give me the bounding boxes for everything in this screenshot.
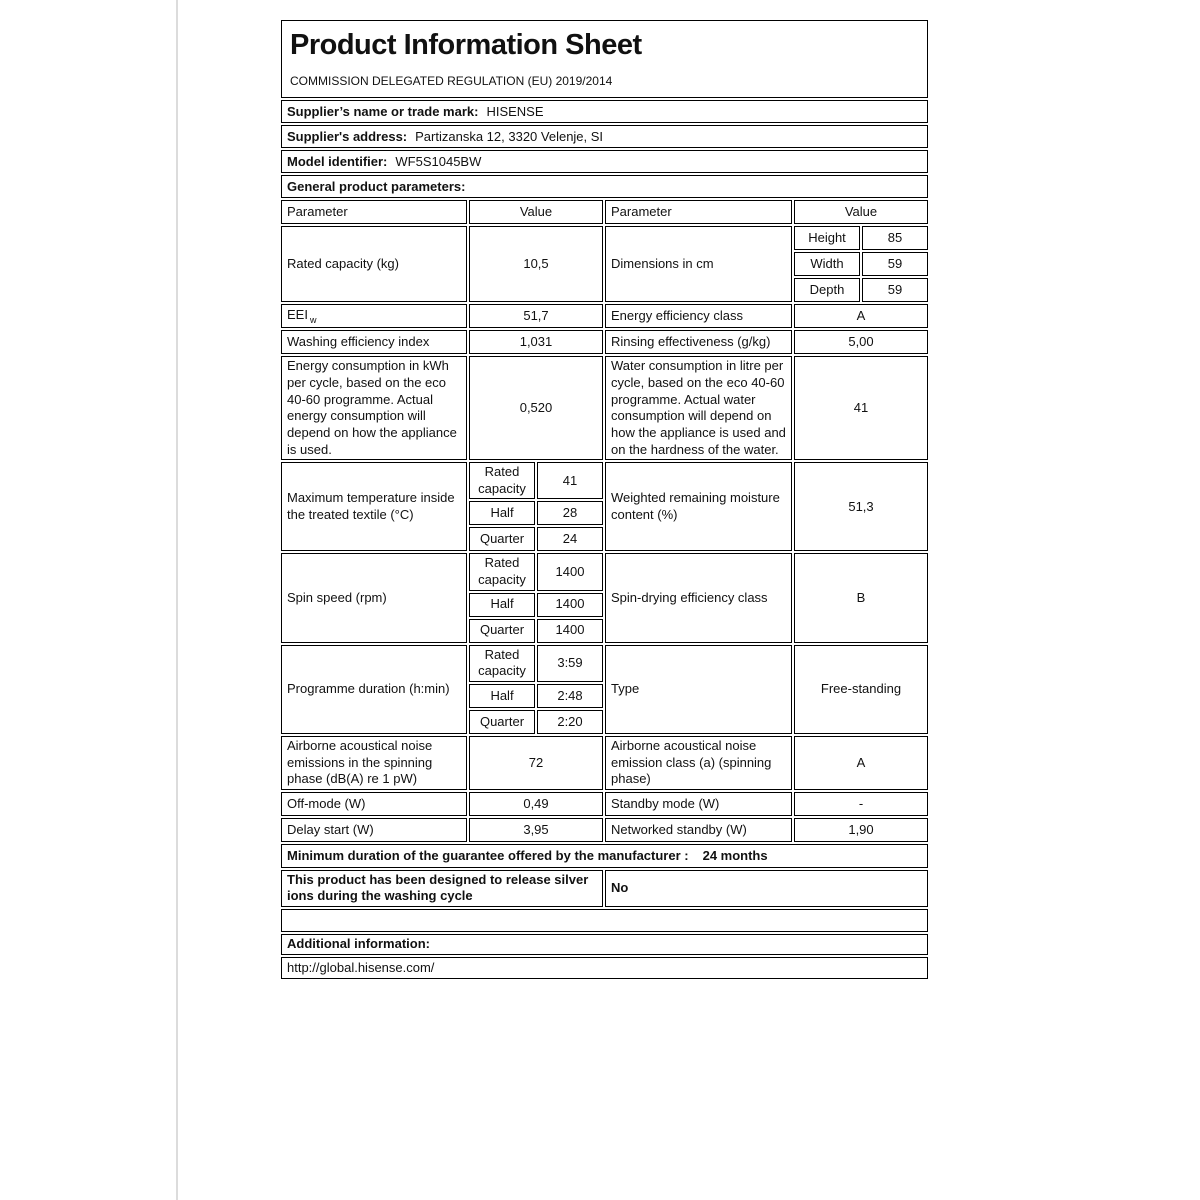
eei-label-text: EEI (287, 306, 308, 322)
silver-ions-label: This product has been designed to release silver ions during the washing cycle (287, 871, 589, 904)
rated-capacity-label: Rated capacity (kg) (281, 226, 467, 302)
model-identifier-label: Model identifier: (287, 153, 388, 169)
guarantee-value: 24 months (702, 847, 768, 863)
max-temp-quarter-value: 24 (537, 527, 603, 551)
max-temp-half-value: 28 (537, 501, 603, 525)
model-identifier-value: WF5S1045BW (395, 153, 482, 169)
washing-efficiency-value: 1,031 (469, 330, 603, 354)
duration-quarter-label: Quarter (469, 710, 535, 734)
max-temp-quarter-label: Quarter (469, 527, 535, 551)
dimensions-label: Dimensions in cm (605, 226, 792, 302)
water-consumption-value: 41 (794, 356, 928, 460)
max-temperature-row (281, 462, 928, 499)
type-value: Free-standing (794, 645, 928, 734)
title-row (281, 20, 928, 98)
url-row (281, 957, 928, 979)
spacer-row (281, 909, 928, 932)
supplier-address-label: Supplier's address: (287, 128, 408, 144)
spin-half-value: 1400 (537, 593, 603, 617)
networked-standby-value: 1,90 (794, 818, 928, 842)
supplier-name-cell (281, 100, 928, 123)
header-parameter-right: Parameter (605, 200, 792, 224)
header-value-left: Value (469, 200, 603, 224)
general-parameters-row (281, 175, 928, 198)
supplier-address-cell (281, 125, 928, 148)
guarantee-row (281, 844, 928, 868)
noise-emissions-label: Airborne acoustical noise emissions in the spinning phase (dB(A) re 1 pW) (281, 736, 467, 790)
general-parameters-label: General product parameters: (287, 178, 466, 194)
spin-half-label: Half (469, 593, 535, 617)
spin-drying-class-label: Spin-drying efficiency class (605, 553, 792, 642)
off-mode-row (281, 792, 928, 816)
eei-subscript: w (309, 314, 317, 325)
rated-capacity-row (281, 226, 928, 250)
product-information-sheet (279, 18, 930, 981)
title-cell (281, 20, 928, 98)
dimension-height-label: Height (794, 226, 860, 250)
rinsing-effectiveness-value: 5,00 (794, 330, 928, 354)
silver-ions-value-cell (605, 870, 928, 907)
airborne-noise-row (281, 736, 928, 790)
off-mode-label: Off-mode (W) (281, 792, 467, 816)
model-identifier-row (281, 150, 928, 173)
supplier-address-value: Partizanska 12, 3320 Velenje, SI (415, 128, 604, 144)
silver-ions-row (281, 870, 928, 907)
page-margin-rule (176, 0, 178, 1200)
max-temp-rated-value: 41 (537, 462, 603, 499)
supplier-name-row (281, 100, 928, 123)
spin-speed-row (281, 553, 928, 590)
washing-efficiency-row (281, 330, 928, 354)
type-label: Type (605, 645, 792, 734)
spin-quarter-label: Quarter (469, 619, 535, 643)
column-header-row (281, 200, 928, 224)
supplier-name-value: HISENSE (486, 103, 544, 119)
dimension-width-label: Width (794, 252, 860, 276)
eei-value: 51,7 (469, 304, 603, 328)
off-mode-value: 0,49 (469, 792, 603, 816)
product-info-table (279, 18, 930, 981)
noise-emissions-value: 72 (469, 736, 603, 790)
page-title: Product Information Sheet (290, 29, 642, 61)
website-url-cell: http://global.hisense.com/ (281, 957, 928, 979)
spin-rated-value: 1400 (537, 553, 603, 590)
moisture-content-label: Weighted remaining moisture content (%) (605, 462, 792, 551)
silver-ions-label-cell (281, 870, 603, 907)
dimension-height-value: 85 (862, 226, 928, 250)
supplier-address-row (281, 125, 928, 148)
additional-information-cell (281, 934, 928, 955)
programme-duration-row (281, 645, 928, 682)
max-temperature-label: Maximum temperature inside the treated textile (°C) (281, 462, 467, 551)
header-parameter-left: Parameter (281, 200, 467, 224)
model-identifier-cell (281, 150, 928, 173)
duration-half-value: 2:48 (537, 684, 603, 708)
silver-ions-value: No (611, 880, 629, 896)
duration-rated-value: 3:59 (537, 645, 603, 682)
rinsing-effectiveness-label: Rinsing effectiveness (g/kg) (605, 330, 792, 354)
spacer-cell (281, 909, 928, 932)
washing-efficiency-label: Washing efficiency index (281, 330, 467, 354)
general-parameters-cell (281, 175, 928, 198)
duration-rated-label: Rated capacity (469, 645, 535, 682)
max-temp-rated-label: Rated capacity (469, 462, 535, 499)
consumption-row (281, 356, 928, 460)
spin-rated-label: Rated capacity (469, 553, 535, 590)
programme-duration-label: Programme duration (h:min) (281, 645, 467, 734)
duration-half-label: Half (469, 684, 535, 708)
energy-consumption-value: 0,520 (469, 356, 603, 460)
eei-row (281, 304, 928, 328)
rated-capacity-value: 10,5 (469, 226, 603, 302)
guarantee-cell (281, 844, 928, 868)
spin-drying-class-value: B (794, 553, 928, 642)
supplier-name-label: Supplier’s name or trade mark: (287, 103, 479, 119)
water-consumption-label: Water consumption in litre per cycle, based on the eco 40-60 programme. Actual water consumption will depend on how the appliance is used and on the hardness of the water. (605, 356, 792, 460)
standby-mode-label: Standby mode (W) (605, 792, 792, 816)
energy-class-label: Energy efficiency class (605, 304, 792, 328)
delay-start-row (281, 818, 928, 842)
duration-quarter-value: 2:20 (537, 710, 603, 734)
additional-information-row (281, 934, 928, 955)
max-temp-half-label: Half (469, 501, 535, 525)
eei-label (281, 304, 467, 328)
energy-class-value: A (794, 304, 928, 328)
delay-start-value: 3,95 (469, 818, 603, 842)
regulation-subtitle: COMMISSION DELEGATED REGULATION (EU) 2019/2014 (290, 74, 613, 89)
dimension-depth-value: 59 (862, 278, 928, 302)
delay-start-label: Delay start (W) (281, 818, 467, 842)
additional-information-label: Additional information: (287, 936, 430, 952)
networked-standby-label: Networked standby (W) (605, 818, 792, 842)
spin-quarter-value: 1400 (537, 619, 603, 643)
header-value-right: Value (794, 200, 928, 224)
noise-class-value: A (794, 736, 928, 790)
moisture-content-value: 51,3 (794, 462, 928, 551)
dimension-depth-label: Depth (794, 278, 860, 302)
spin-speed-label: Spin speed (rpm) (281, 553, 467, 642)
standby-mode-value: - (794, 792, 928, 816)
guarantee-label: Minimum duration of the guarantee offered by the manufacturer : (287, 847, 689, 863)
dimension-width-value: 59 (862, 252, 928, 276)
noise-class-label: Airborne acoustical noise emission class (a) (spinning phase) (605, 736, 792, 790)
energy-consumption-label: Energy consumption in kWh per cycle, based on the eco 40-60 programme. Actual energy consumption will depend on how the appliance is used. (281, 356, 467, 460)
